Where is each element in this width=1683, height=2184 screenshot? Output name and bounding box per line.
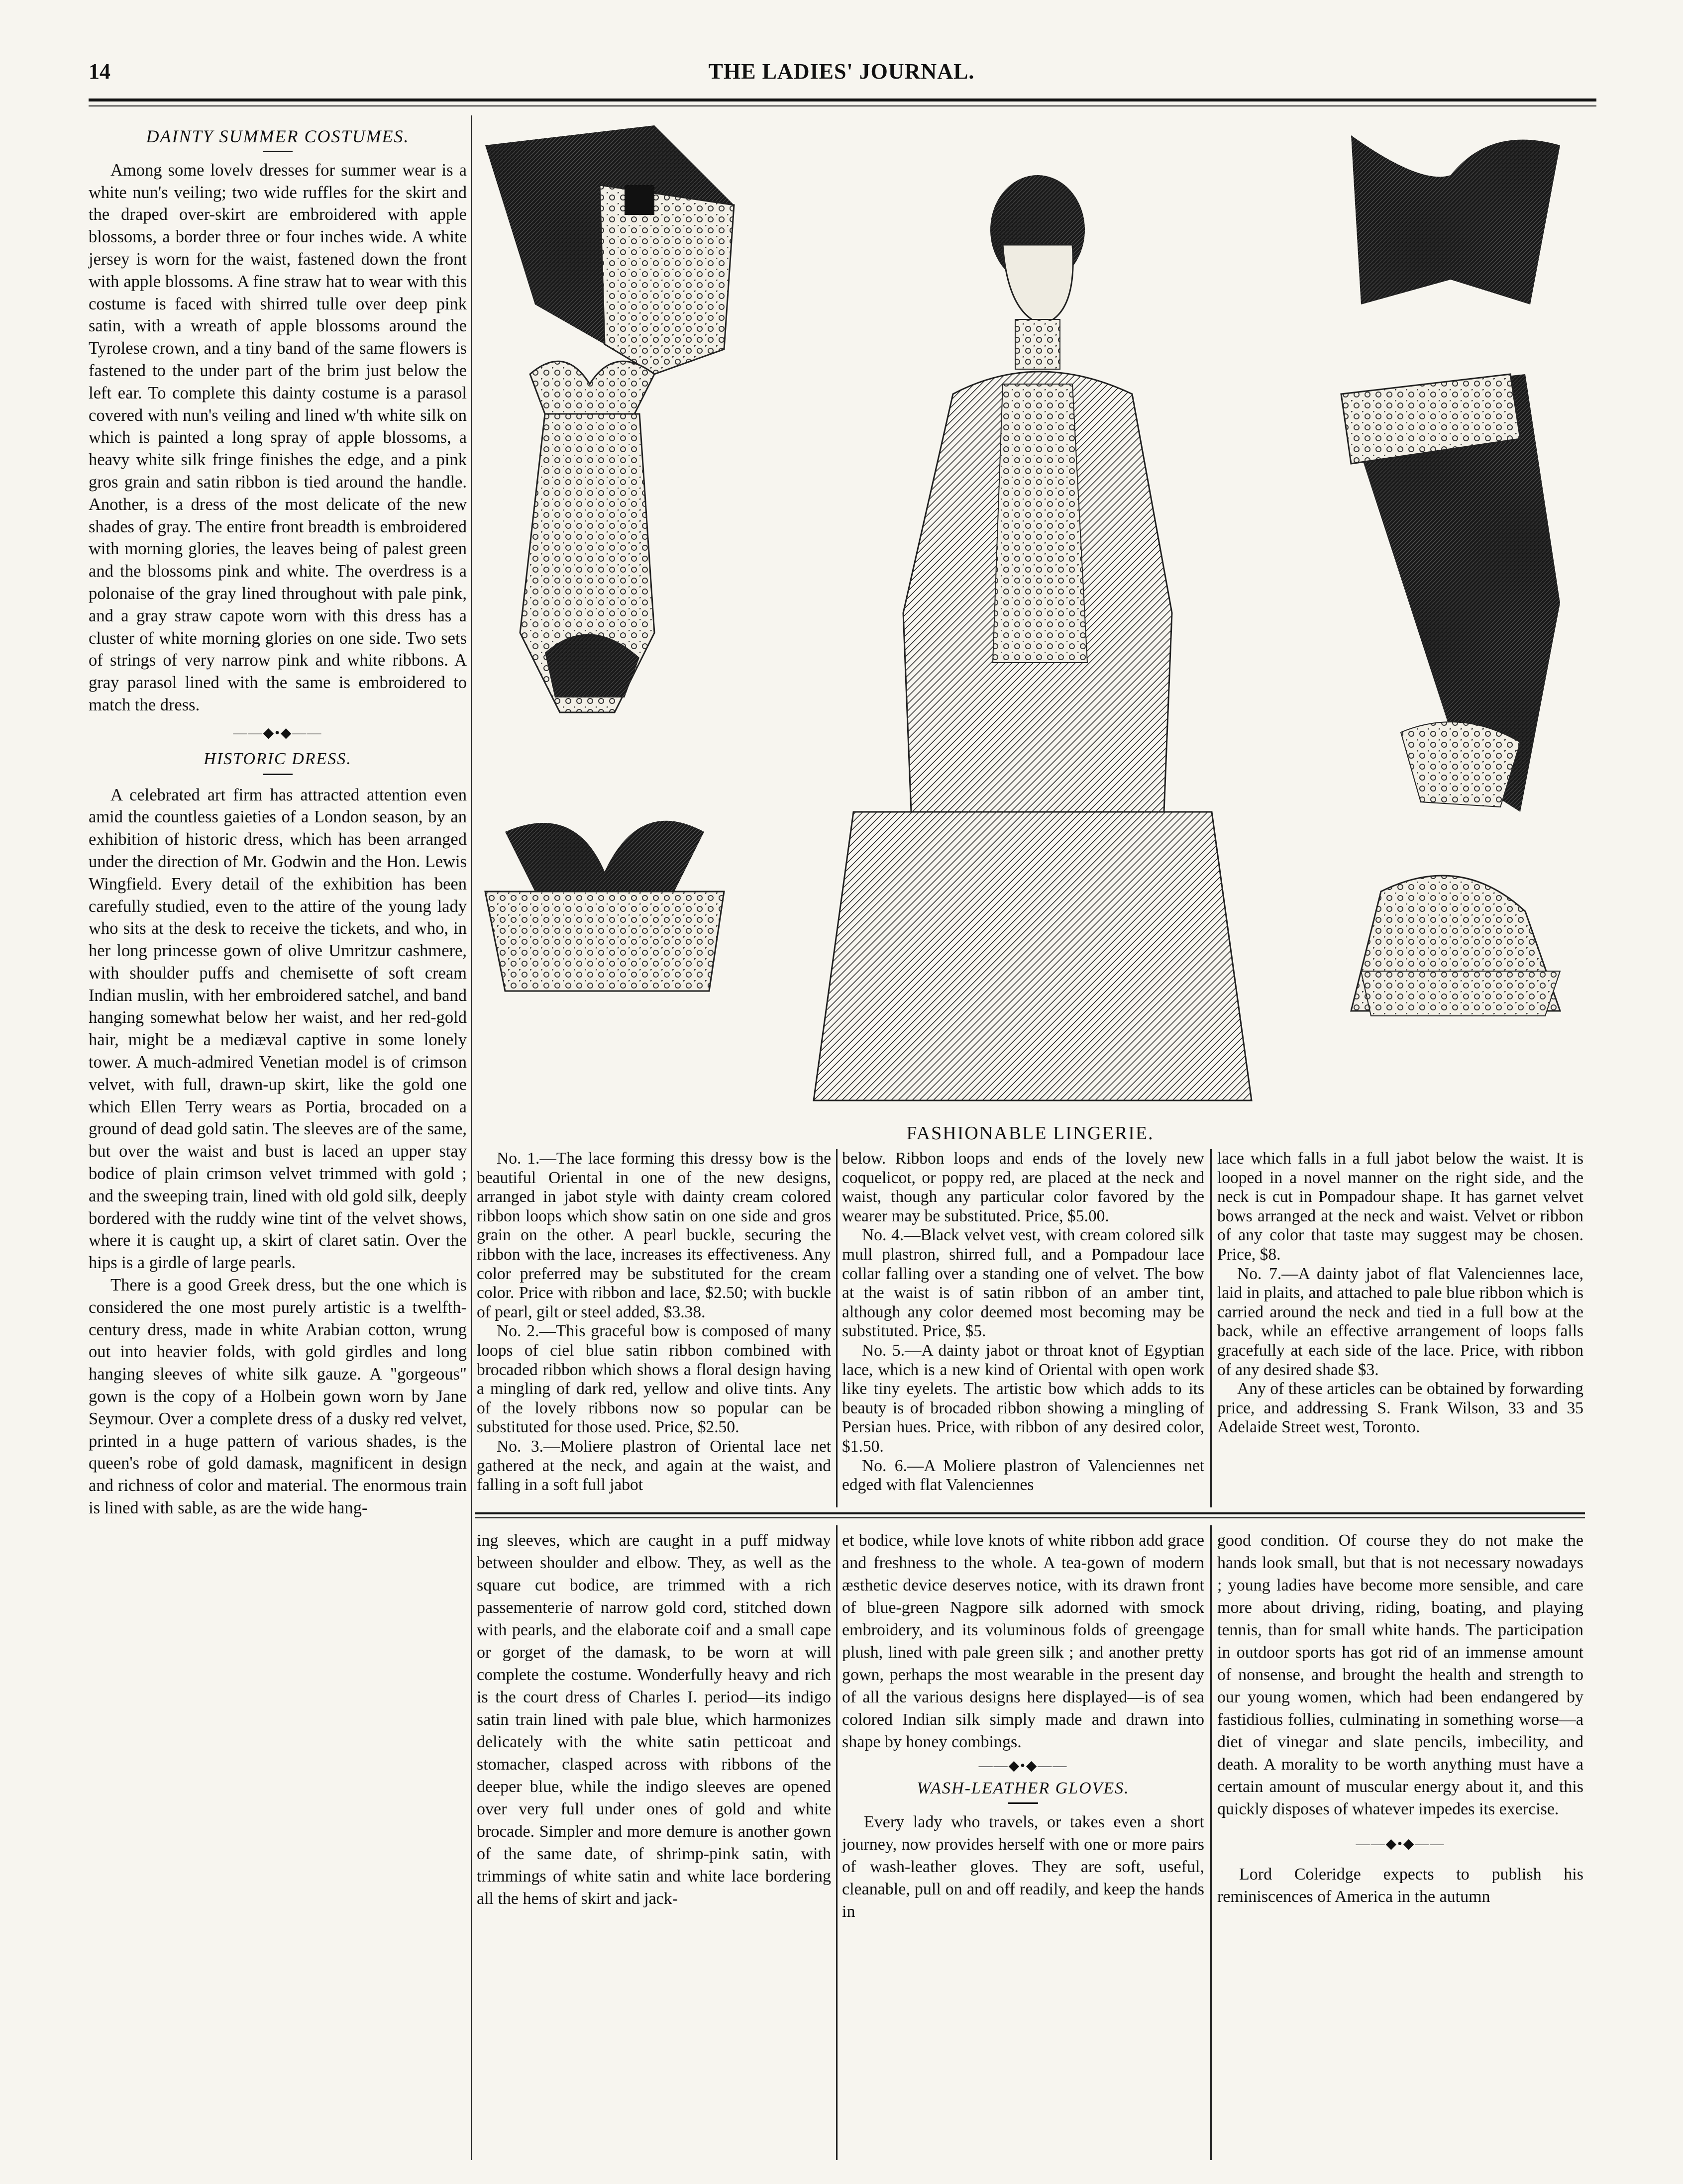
caption-no-7: No. 7.—A dainty jabot of flat Valenciennes lace, laid in plaits, and attached to pale blue ribbon which is carried around the neck and tied in a full bow at the back, while an effective arrangement of loops falls gracefully at each side of the lace. Price, with ribbon of any desired shade $3.	[1217, 1264, 1583, 1379]
journal-title: THE LADIES' JOURNAL.	[708, 59, 975, 84]
column-divider	[836, 1149, 838, 1507]
figure-caption: FASHIONABLE LINGERIE.	[906, 1123, 1154, 1144]
header-rule-thin	[89, 105, 1596, 106]
lingerie-item-6-jabot	[1351, 876, 1560, 1016]
article-paragraph: et bodice, while love knots of white ribbon add grace and freshness to the whole. A tea-gown of modern æsthetic device deserves notice, with its drawn front of blue-green Nagpore silk adorned with smock embroidery, and its voluminous folds of greengage plush, lined with pale green silk ; and another pretty gown, perhaps the most wearable in the present day of all the various designs here displayed—is of sea colored Indian silk simply made and drawn into shape by honey combings.	[842, 1531, 1204, 1751]
column-divider	[836, 1525, 838, 2160]
lingerie-item-4-velvet-bow	[1351, 135, 1560, 304]
column-2	[477, 1529, 831, 1910]
heading-underline	[1008, 1802, 1038, 1804]
column-divider	[1210, 1525, 1212, 2160]
caption-no-3-cont: below. Ribbon loops and ends of the lovely new coquelicot, or poppy red, are placed at the neck and waist, though any particular color favored by the wearer may be substituted. Price, $5.00.	[842, 1149, 1204, 1225]
woman-figure-illustration	[814, 175, 1252, 1100]
caption-column-3	[1217, 1149, 1583, 1437]
caption-ordering-info: Any of these articles can be obtained by forwarding price, and addressing S. Frank Wilson, 33 and 35 Adelaide Street west, Toronto.	[1217, 1380, 1583, 1437]
fashionable-lingerie-illustration	[475, 115, 1585, 1115]
article-paragraph: There is a good Greek dress, but the one which is considered the one most purely artistic is a twelfth-century dress, made in white Arabian cotton, wrung out into heavier folds, with gold girdles and long hanging sleeves of white silk gauze. A "gorgeous" gown is the copy of a Holbein gown worn by Jane Seymour. Over a complete dress of a dusky red velvet, printed in a huge pattern of various shades, is the queen's robe of gold damask, magnificent in design and richness of color and material. The enormous train is lined with sable, as are the wide hang-	[89, 1276, 467, 1518]
caption-no-3: No. 3.—Moliere plastron of Oriental lace net gathered at the neck, and again at the waist, and falling in a soft full jabot	[477, 1437, 831, 1494]
caption-no-2: No. 2.—This graceful bow is composed of many loops of ciel blue satin ribbon combined with brocaded ribbon which shows a floral design having a mingling of dark red, yellow and olive tints. Any of the lovely ribbons now so popular can be substituted for those used. Price, $2.50.	[477, 1322, 831, 1437]
caption-no-4: No. 4.—Black velvet vest, with cream colored silk mull plastron, shirred full, and a Pompadour lace collar falling over a standing one of velvet. The bow at the waist is of satin ribbon of an amber tint, although any color deemed most becoming may be substituted. Price, $5.	[842, 1226, 1204, 1341]
caption-no-5: No. 5.—A dainty jabot or throat knot of Egyptian lace, which is a new kind of Oriental with open work like tiny eyelets. The artistic bow which adds to its beauty is of brocaded ribbon showing a mingling of Persian hues. Price, with ribbon of any desired color, $1.50.	[842, 1341, 1204, 1456]
section-rule-thin	[475, 1517, 1585, 1518]
lingerie-item-2-plastron	[520, 361, 654, 712]
column-divider	[1210, 1149, 1212, 1507]
column-4	[1217, 1529, 1583, 1908]
ornament-divider: ——◆•◆——	[233, 725, 322, 741]
heading-underline	[263, 151, 293, 152]
header-rule-thick	[89, 99, 1596, 101]
heading-historic-dress: HISTORIC DRESS.	[204, 749, 352, 768]
heading-underline	[263, 774, 293, 775]
heading-wash-leather-gloves: WASH-LEATHER GLOVES.	[917, 1779, 1130, 1797]
column-divider	[471, 115, 472, 2160]
lingerie-item-1-bow	[485, 125, 734, 374]
article-paragraph: Every lady who travels, or takes even a short journey, now provides herself with one or more pairs of wash-leather gloves. They are soft, useful, cleanable, pull on and off readily, and keep the hands in	[842, 1813, 1204, 1921]
caption-no-6: No. 6.—A Moliere plastron of Valenciennes net edged with flat Valenciennes	[842, 1456, 1204, 1494]
column-1	[89, 125, 467, 1519]
lingerie-item-5-plastron	[1341, 374, 1560, 812]
ornament-divider: ——◆•◆——	[978, 1758, 1068, 1774]
caption-column-1	[477, 1149, 831, 1495]
article-paragraph: good condition. Of course they do not make the hands look small, but that is not necessary nowadays ; young ladies have become more sensible, and care more about driving, riding, boating, and playing tennis, than for small white hands. The participation in outdoor sports has got rid of an immense amount of nonsense, and brought the health and strength to our young women, which had been endangered by fastidious follies, culminating in something worse—a diet of vinegar and slate pencils, imbecility, and death. A morality to be worth anything must have a certain amount of muscular energy about it, and this quickly disposes of whatever impedes its exercise.	[1217, 1531, 1583, 1818]
caption-no-1: No. 1.—The lace forming this dressy bow is the beautiful Oriental in one of the new designs, arranged in jabot style with dainty cream colored ribbon loops which show satin on one side and gros grain on the other. A pearl buckle, securing the ribbon with the lace, increases its effectiveness. Any color preferred may be substituted for the cream color. Price with ribbon and lace, $2.50; with buckle of pearl, gilt or steel added, $3.38.	[477, 1149, 831, 1321]
section-rule	[475, 1512, 1585, 1514]
ornament-divider: ——◆•◆——	[1356, 1836, 1445, 1852]
caption-no-6-cont: lace which falls in a full jabot below the waist. It is looped in a novel manner on the right side, and the neck is cut in Pompadour shape. It has garnet velvet bows arranged at the neck and waist. Velvet or ribbon of any color that taste may suggest may be chosen. Price, $8.	[1217, 1149, 1583, 1264]
lingerie-item-3-jabot	[485, 821, 724, 991]
page-number: 14	[89, 59, 110, 84]
article-paragraph: Lord Coleridge expects to publish his reminiscences of America in the autumn	[1217, 1865, 1583, 1906]
article-paragraph: Among some lovelv dresses for summer wear is a white nun's veiling; two wide ruffles for the skirt and the draped over-skirt are embroidered with apple blossoms, a border three or four inches wide. A white jersey is worn for the waist, fastened down the front with apple blossoms. A fine straw hat to wear with this costume is faced with shirred tulle over deep pink satin, with a wreath of apple blossoms around the Tyrolese crown, and a tiny band of the same flowers is fastened to the under part of the brim just below the left ear. To complete this dainty costume is a parasol covered with nun's veiling and lined w'th white silk on which is painted a long spray of apple blossoms, a heavy white silk fringe finishes the edge, and a pink gros grain and satin ribbon is tied around the handle. Another, is a dress of the most delicate of the new shades of gray. The entire front breadth is embroidered with morning glories, the leaves being of palest green and the blossoms pink and white. The overdress is a polonaise of the gray lined throughout with pale pink, and a gray straw capote worn with this dress has a cluster of white morning glories on one side. Two sets of strings of very narrow pink and white ribbons. A gray parasol lined with the same is embroidered to match the dress.	[89, 160, 467, 714]
article-paragraph: ing sleeves, which are caught in a puff midway between shoulder and elbow. They, as well as the square cut bodice, are trimmed with a rich passementerie of narrow gold cord, stitched down with pearls, and the elaborate coif and a small cape or gorget of the damask, to be worn at will complete the costume. Wonderfully heavy and rich is the court dress of Charles I. period—its indigo satin train lined with pale blue, which harmonizes delicately with the white satin petticoat and stomacher, clasped across with ribbons of the deeper blue, while the indigo sleeves are opened over very full under ones of gold and white brocade. Simpler and more demure is another gown of the same date, of shrimp-pink satin, with trimmings of white satin and white lace bordering all the hems of skirt and jack-	[477, 1531, 831, 1908]
heading-dainty-summer-costumes: DAINTY SUMMER COSTUMES.	[146, 126, 410, 146]
column-3	[842, 1529, 1204, 1923]
caption-column-2	[842, 1149, 1204, 1495]
article-paragraph: A celebrated art firm has attracted attention even amid the countless gaieties of a London season, by an exhibition of historic dress, which has been arranged under the direction of Mr. Godwin and the Hon. Lewis Wingfield. Every detail of the exhibition has been carefully studied, even to the attire of the young lady who sits at the desk to receive the tickets, and who, in her long princesse gown of olive Umritzur cashmere, with shoulder puffs and chemisette of soft cream Indian muslin, with her embroidered satchel, and band hanging somewhat below her waist, and her red-gold hair, might be a mediæval captive in some lonely tower. A much-admired Venetian model is of crimson velvet, with full, drawn-up skirt, like the gold one which Ellen Terry wears as Portia, brocaded on a ground of dead gold satin. The sleeves are of the same, but over the waist and bust is laced an upper stay bodice of plain crimson velvet trimmed with gold ; and the sweeping train, lined with old gold silk, deeply bordered with the ruddy wine tint of the velvet shows, where it is caught up, a skirt of claret satin. Over the hips is a girdle of large pearls.	[89, 785, 467, 1273]
